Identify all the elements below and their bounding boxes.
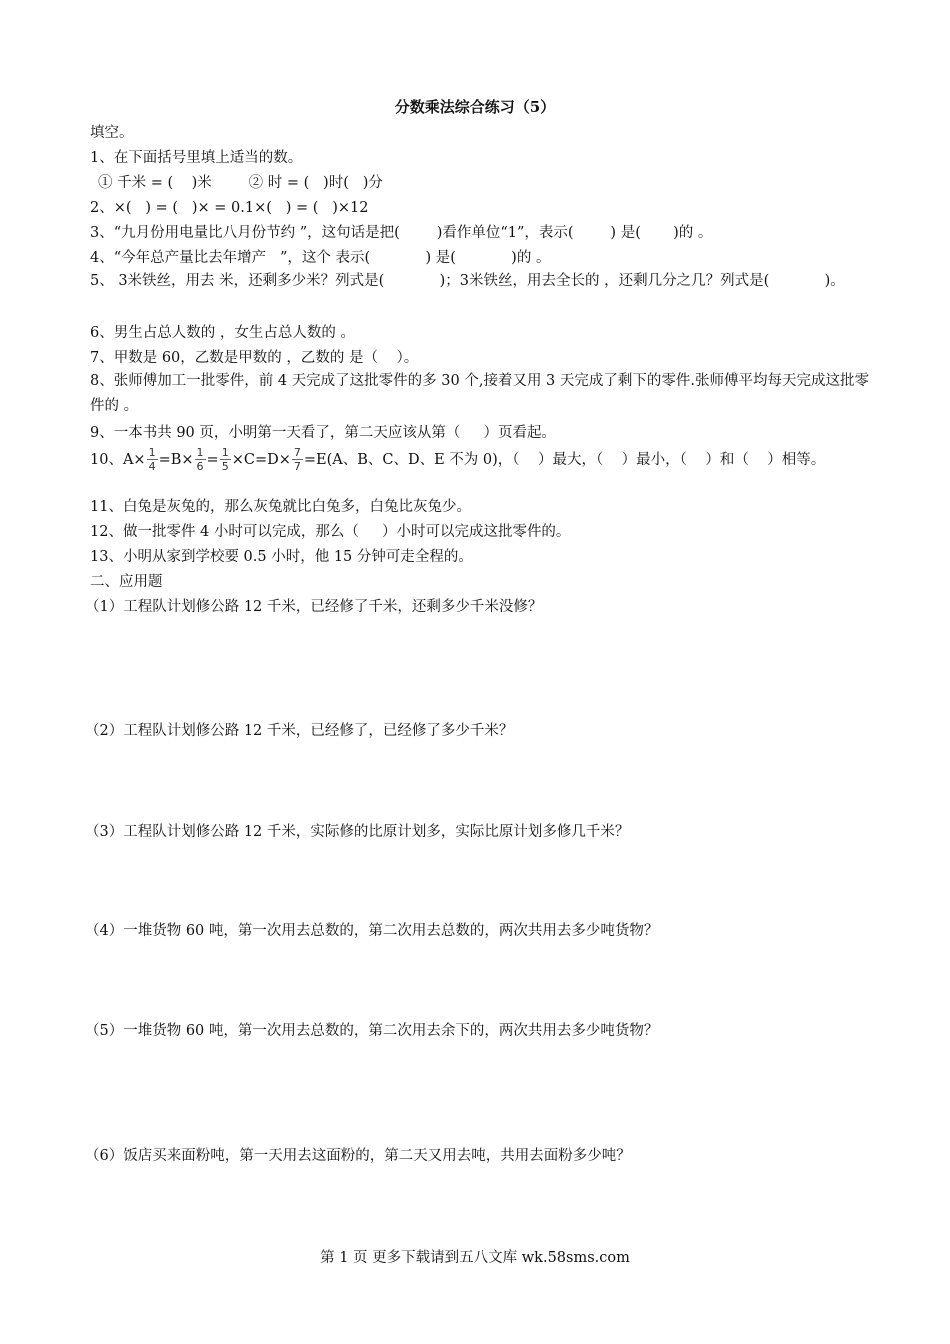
problem-3: （3）工程队计划修公路 12 千米，实际修的比原计划多，实际比原计划多修几千米？ (85, 824, 630, 840)
fraction-1-denominator: 4 (148, 460, 156, 473)
q10-text-4: ×C=D× (231, 451, 291, 468)
question-3: 3、“九月份用电量比八月份节约 ”，这句话是把( )看作单位“1”，表示( ) 是( )的 。 (90, 225, 713, 241)
fraction-4-denominator: 7 (293, 460, 301, 473)
problem-4: （4）一堆货物 60 吨，第一次用去总数的，第二次用去总数的，两次共用去多少吨货物？ (85, 923, 659, 939)
fraction-2-numerator: 1 (196, 446, 204, 459)
fraction-3-numerator: 1 (221, 446, 229, 459)
problem-6: （6）饭店买来面粉吨，第一天用去这面粉的，第二天又用去吨，共用去面粉多少吨？ (85, 1148, 631, 1164)
fraction-4-numerator: 7 (293, 446, 301, 459)
fraction-2 (195, 446, 206, 473)
page-title: 分数乘法综合练习（5） (394, 98, 556, 116)
question-8: 8、张师傅加工一批零件，前 4 天完成了这批零件的多 30 个,接着又用 3 天完成了剩下的零件.张师傅平均每天完成这批零件的 。 (90, 373, 869, 414)
q10-text-3: = (206, 451, 219, 468)
question-9: 9、一本书共 90 页，小明第一天看了，第二天应该从第（ ）页看起。 (90, 425, 556, 441)
question-11: 11、白兔是灰兔的，那么灰兔就比白兔多，白兔比灰兔少。 (90, 499, 471, 515)
question-10 (90, 446, 870, 473)
fraction-1 (147, 446, 158, 473)
problem-1: （1）工程队计划修公路 12 千米，已经修了千米，还剩多少千米没修？ (85, 599, 543, 615)
question-1: 1、在下面括号里填上适当的数。 (90, 150, 303, 166)
fraction-2-denominator: 6 (196, 460, 204, 473)
section-2-heading: 二、应用题 (90, 574, 163, 590)
question-1-sub: ① 千米 = ( )米 ② 时 = ( )时( )分 (98, 175, 383, 191)
question-5: 5、 3米铁丝，用去 米，还剩多少米？列式是( )；3米铁丝，用去全长的 ，还剩几分之几？列式是( )。 (90, 273, 845, 289)
question-13: 13、小明从家到学校要 0.5 小时，他 15 分钟可走全程的。 (90, 549, 473, 565)
intro-heading: 填空。 (90, 125, 134, 141)
problem-2: （2）工程队计划修公路 12 千米，已经修了，已经修了多少千米？ (85, 723, 514, 739)
question-4: 4、“今年总产量比去年增产 ”，这个 表示( ) 是( )的 。 (90, 250, 551, 266)
q10-text-5: =E(A、B、C、D、E 不为 0)，（ ）最大，（ ）最小，（ ）和（ ）相等。 (303, 451, 826, 468)
page-footer: 第 1 页 更多下载请到五八文库 wk.58sms.com (320, 1250, 630, 1266)
fraction-3 (220, 446, 231, 473)
q10-text-1: 10、A× (90, 451, 146, 468)
question-6: 6、男生占总人数的 ，女生占总人数的 。 (90, 325, 355, 341)
q10-text-2: =B× (158, 451, 194, 468)
fraction-3-denominator: 5 (221, 460, 229, 473)
question-12: 12、做一批零件 4 小时可以完成，那么（ ）小时可以完成这批零件的。 (90, 524, 571, 540)
fraction-1-numerator: 1 (148, 446, 156, 459)
problem-5: （5）一堆货物 60 吨，第一次用去总数的，第二次用去余下的，两次共用去多少吨货物？ (85, 1023, 659, 1039)
question-2: 2、×( ) = ( )× = 0.1×( ) = ( )×12 (90, 200, 369, 216)
question-7: 7、甲数是 60，乙数是甲数的 ，乙数的 是（ ）。 (90, 350, 419, 366)
fraction-4 (292, 446, 303, 473)
